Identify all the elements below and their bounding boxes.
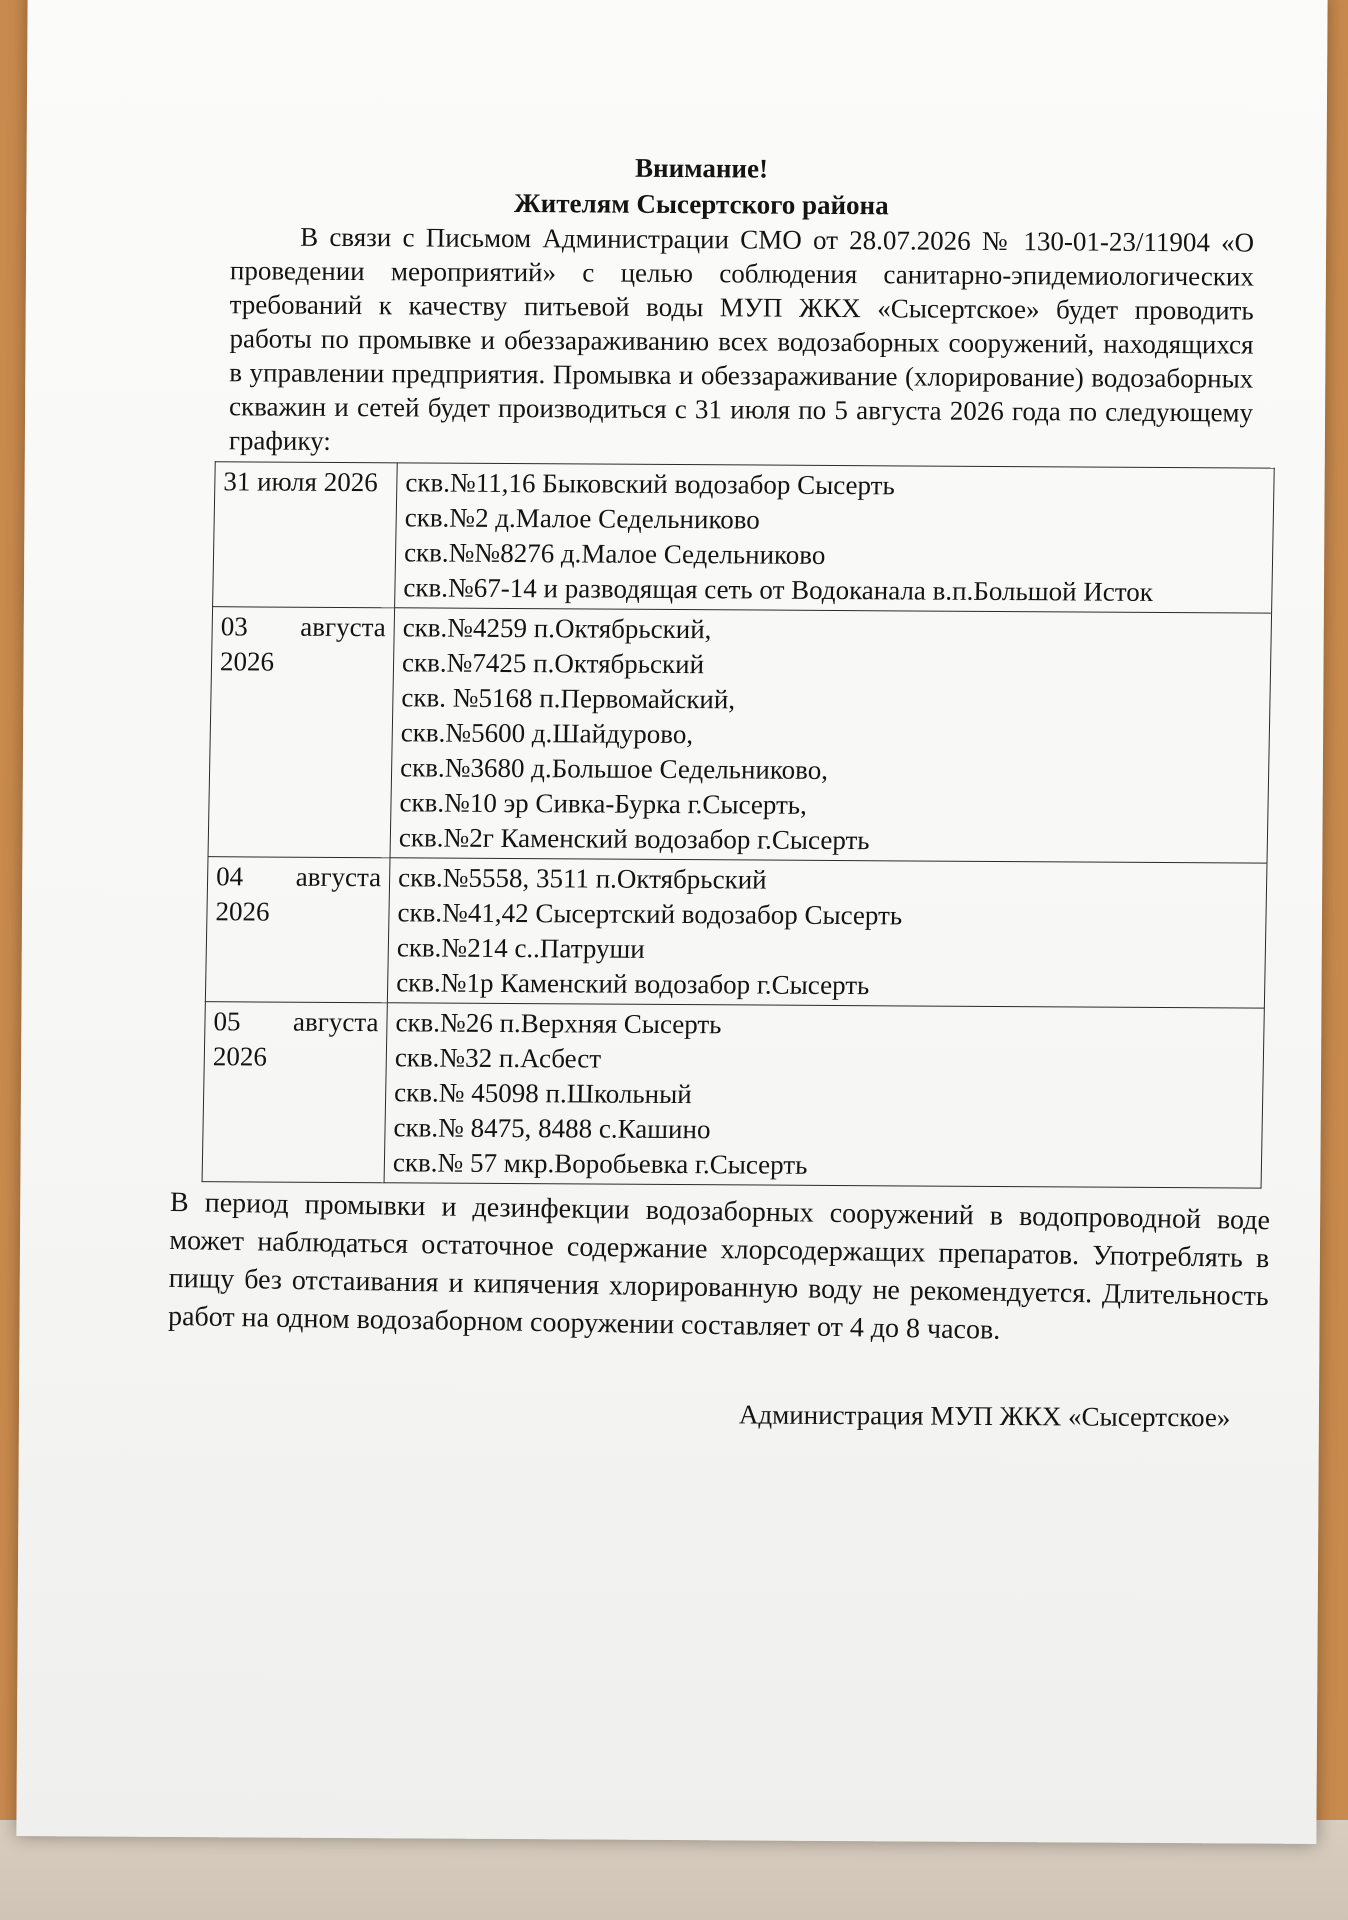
well-entry: скв.№5558, 3511 п.Октябрьский <box>397 862 767 895</box>
well-entry: скв.№4259 п.Октябрьский, <box>402 612 712 645</box>
well-entry: скв.№26 п.Верхняя Сысерть <box>395 1007 722 1040</box>
schedule-row <box>208 607 1272 863</box>
notice-sheet <box>16 0 1327 1844</box>
well-entry: скв.№5600 д.Шайдурово, <box>400 717 694 750</box>
well-entry: скв.№№8276 д.Малое Седельниково <box>403 537 826 570</box>
well-entry: скв.№ 45098 п.Школьный <box>393 1077 692 1110</box>
schedule-date: 05 августа 2026 <box>202 1002 387 1183</box>
well-entry: скв.№1р Каменский водозабор г.Сысерть <box>395 967 870 1001</box>
well-entry: скв.№2г Каменский водозабор г.Сысерть <box>398 822 870 856</box>
notice-subtitle: Жителям Сысертского района <box>513 188 889 221</box>
well-entry: скв.№ 8475, 8488 с.Кашино <box>393 1112 711 1145</box>
well-entry: скв.№ 57 мкр.Воробьевка г.Сысерть <box>392 1147 808 1180</box>
notice-intro: В связи с Письмом Администрации СМО от 28.07.2026 № 130-01-23/11904 «О проведении мероприятий» с целью соблюдения санитарно-эпидемиологических требований к качеству питьевой воды МУП ЖКХ «Сысертское» будет проводить работы по промывке и обеззараживанию всех водозаборных сооружений, находящихся в управлении предприятия. Промывка и обеззараживание (хлорирование) водозаборных скважин и сетей будет производиться с 31 июля по 5 августа 2026 года по следующему графику: <box>228 221 1255 456</box>
well-entry: скв.№3680 д.Большое Седельниково, <box>399 752 829 785</box>
schedule-wells <box>384 1003 1264 1188</box>
well-entry: скв.№214 с..Патруши <box>396 932 646 964</box>
well-entry: скв.№11,16 Быковский водозабор Сысерть <box>405 467 896 501</box>
well-entry: скв.№67-14 и разводящая сеть от Водоканала в.п.Большой Исток <box>403 572 1154 607</box>
schedule-wells <box>387 858 1267 1008</box>
well-entry: скв.№32 п.Асбест <box>394 1042 602 1074</box>
notice-signature: Администрация МУП ЖКХ «Сысертское» <box>738 1399 1231 1433</box>
schedule-date: 31 июля 2026 <box>213 462 398 608</box>
well-entry: скв. №5168 п.Первомайский, <box>401 682 736 715</box>
well-entry: скв.№7425 п.Октябрьский <box>401 647 705 680</box>
schedule-wells <box>395 463 1275 613</box>
notice-content <box>167 147 1271 1434</box>
schedule-date: 03 августа 2026 <box>208 607 395 858</box>
schedule-row <box>202 1002 1264 1188</box>
notice-warning: В период промывки и дезинфекции водозаборных сооружений в водопроводной воде может наблюдаться остаточное содержание хлорсодержащих препаратов. Употреблять в пищу без отстаивания и кипячения хлорированную воду не рекомендуется. Длительность работ на одном водозаборном сооружении составляет от 4 до 8 часов. <box>167 1186 1271 1346</box>
well-entry: скв.№41,42 Сысертский водозабор Сысерть <box>397 897 903 931</box>
schedule-table <box>202 461 1275 1188</box>
schedule-wells <box>390 608 1272 863</box>
well-entry: скв.№2 д.Малое Седельниково <box>404 502 761 535</box>
schedule-date: 04 августа 2026 <box>205 857 390 1003</box>
well-entry: скв.№10 эр Сивка-Бурка г.Сысерть, <box>399 787 808 820</box>
schedule-row <box>213 462 1275 613</box>
schedule-row <box>205 857 1267 1008</box>
notice-title: Внимание! <box>635 152 769 184</box>
